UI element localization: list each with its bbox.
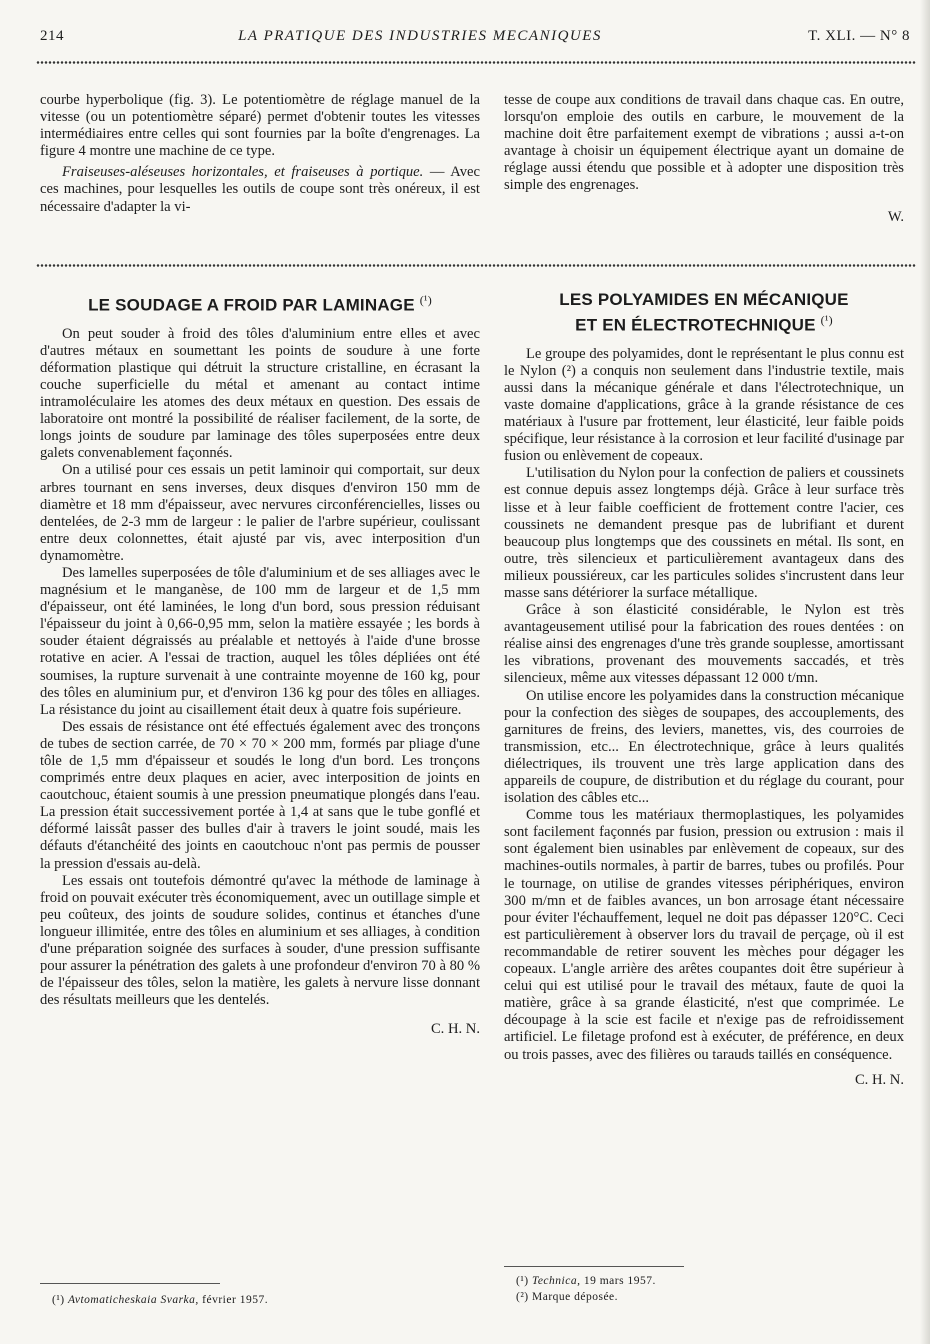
article-cold-welding	[40, 290, 480, 1039]
footnote-rule	[504, 1266, 684, 1267]
article-title: LE SOUDAGE A FROID PAR LAMINAGE $^{(^1)}$	[88, 293, 432, 315]
page-edge-shadow	[920, 0, 930, 1344]
page-number: 214	[40, 28, 64, 44]
article-paragraph: Des essais de résistance ont été effectués également avec des tronçons de tubes de section carrée, de 70 × 70 × 200 mm, formés par pliage d'une tôle de 1,5 mm d'épaisseur et soudés le long d'un bord. Les tronçons comprimés entre deux plaques en acier, avec interposition de joints en caoutchouc, étaient soumis à une pression pneumatique plongés dans l'eau. La pression était successivement portée à 1,4 at sans que le tube gonflé et déformé laissât passer des bulles d'air à travers le joint soudé, mais les défauts d'étanchéité des joints en caoutchouc n'ont pas permis de pousser la pression d'essais au-delà.	[40, 718, 480, 872]
article-signature: C. H. N.	[854, 1071, 904, 1088]
article-paragraph: Les essais ont toutefois démontré qu'avec la méthode de laminage à froid on pouvait exécuter très économiquement, avec un outillage simple et peu coûteux, des joints de soudure solides, continus et étanches d'une longueur illimitée, entre des tôles en aluminium et ses alliages, à condition d'une préparation soignée des surfaces à souder, d'une pression suffisante pour assurer la pénétration des galets à une profondeur d'environ 70 à 80 % de l'épaisseur des tôles, selon la matière, les galets à nervure lisse donnant des résultats meilleurs que les dentelés.	[40, 872, 480, 1009]
footnote: (²) Marque déposée.	[516, 1291, 619, 1303]
title-footnote-mark: (¹)	[820, 313, 833, 327]
journal-title: LA PRATIQUE DES INDUSTRIES MECANIQUES	[238, 28, 602, 44]
prev-article-left-column	[40, 92, 480, 216]
article-paragraph: On peut souder à froid des tôles d'aluminium entre elles et avec d'autres métaux en soumettant les points de soudure à une forte déformation plastique qui détruit la structure cristalline, en écrasant la couche superficielle du métal et amenant au contact intime intramoléculaire les atomes des deux métaux en question. Des essais de laboratoire ont montré la possibilité de réaliser facilement, de la sorte, de longs joints de soudure par laminage des tôles superposées entre deux galets convenablement façonnés.	[40, 325, 480, 462]
section-dotted-rule	[36, 263, 916, 268]
footnote: (¹) Technica, 19 mars 1957.	[516, 1275, 656, 1287]
prev-article-paragraph: courbe hyperbolique (fig. 3). Le potentiomètre de réglage manuel de la vitesse (ou un potentiomètre séparé) permet d'obtenir toutes les vitesses intermédiaires entre celles qui sont fournies par la boîte d'engrenages. La figure 4 montre une machine de ce type.	[40, 92, 480, 160]
prev-article-right-column	[504, 92, 904, 226]
article-title: LES POLYAMIDES EN MÉCANIQUE ET EN ÉLECTROTECHNIQUE $^{(^1)}$	[559, 290, 849, 335]
header-dotted-rule	[36, 60, 916, 65]
article-paragraph: L'utilisation du Nylon pour la confection de paliers et coussinets est connue depuis assez longtemps déjà. Grâce à leur surface très lisse et à leur faible coefficient de frottement contre l'acier, ces coussinets ne demandent presque pas de lubrifiant et durent beaucoup plus longtemps que des coussinets en métal. Ils sont, en outre, très silencieux et particulièrement avantageux dans des milieux poussiéreux, car les particules solides s'incrustent dans leur masse sans détériorer la surface métallique.	[504, 465, 904, 601]
page-header	[40, 26, 910, 50]
prev-article-paragraph: tesse de coupe aux conditions de travail dans chaque cas. En outre, lorsqu'on emploie des outils en carbure, le mouvement de la machine doit être parfaitement exempt de vibrations ; aussi a-t-on avantage à choisir un équipement électrique ayant un domaine de réglage aussi étendu que possible et à adopter une disposition très simple des engrenages.	[504, 92, 904, 194]
article-paragraph: Des lamelles superposées de tôle d'aluminium et de ses alliages avec le magnésium et le manganèse, de 100 mm de largeur et de 1,5 mm d'épaisseur, ont été laminées, le long d'un bord, sous pression réduisant l'épaisseur du joint à 0,66-0,95 mm, selon la matière essayée ; les bords à souder étaient dégraissés au préalable et nettoyés à l'aide d'une brosse rotative en acier. A l'essai de traction, auquel les tôles dépliées ont été soumises, la rupture survenait à une contrainte moyenne de 160 kg, pour des tôles en aluminium pur, et d'environ 136 kg pour des tôles en alliages. La résistance du joint au cisaillement était deux à quatre fois supérieure.	[40, 564, 480, 718]
prev-article-italic-heading: Fraiseuses-aléseuses horizontales, et fraiseuses à portique.	[62, 164, 424, 181]
article-paragraph: On utilise encore les polyamides dans la construction mécanique pour la confection des sièges de soupapes, des accouplements, des garnitures de freins, des leviers, manettes, vis, des courroies de transmission, etc... En électrotechnique, grâce à leurs qualités diélectriques, ils trouvent une très large application dans des appareils de coupure, de distribution et du réglage du courant, pour isolation des câbles etc...	[504, 687, 904, 807]
footnote-rule	[40, 1283, 220, 1284]
article-signature: C. H. N.	[430, 1021, 480, 1038]
prev-article-paragraph	[40, 164, 480, 215]
article-polyamides	[504, 290, 904, 1089]
prev-article-italic-rest: — Avec ces machines, pour lesquelles les outils de coupe sont très onéreux, il est nécessaire d'adapter la vi-	[40, 164, 480, 215]
footnote: (¹) Avtomaticheskaia Svarka, février 1957.	[52, 1294, 269, 1306]
article-paragraph: Grâce à son élasticité considérable, le Nylon est très avantageusement utilisé pour la fabrication des roues dentées : on réalise ainsi des engrenages d'une très grande souplesse, amortissant les vibrations, provenant des mouvements saccadés, et très silencieux, même aux vitesses dépassant 12 000 t/mn.	[504, 602, 904, 687]
prev-article-signature: W.	[887, 208, 904, 225]
article-paragraph: Comme tous les matériaux thermoplastiques, les polyamides sont facilement façonnés par fusion, pression ou extrusion : mais il sont également bien usinables par enlèvement de copeaux, sur des machines-outils normales, à partir de barres, tubes ou profilés. Pour le tournage, on utilise de grandes vitesses périphériques, environ 300 m/mn et de faibles avances, un bon arrosage étant nécessaire pour éviter l'échauffement, lequel ne doit pas dépasser 120°C. Ceci est particulièrement à observer lors du travail de perçage, où il est recommandable de retirer souvent les mèches pour dégager les copeaux. L'angle arrière des arêtes coupantes doit être supérieur à celui qui est utilisé pour le travail des métaux, faute de quoi la matière, grâce à sa grande élasticité, n'est que comprimée. Le découpage à la scie est facile et n'exige pas de refroidissement artificiel. Le filetage profond est à exécuter, de préférence, en deux ou trois passes, avec des filières ou tarauds taillés en conséquence.	[504, 807, 904, 1063]
title-footnote-mark: (¹)	[419, 293, 432, 307]
issue-number: T. XLI. — N° 8	[808, 28, 910, 44]
article-paragraph: Le groupe des polyamides, dont le représentant le plus connu est le Nylon (²) a conquis non seulement dans l'industrie textile, mais aussi dans la mécanique générale et dans l'électrotechnique, un vaste domaine d'applications, grâce à la grande résistance de ces matériaux à l'usure par frottement, leur élasticité, leur faible poids spécifique, leur résistance à la corrosion et leur facilité d'usinage par fusion ou enlèvement de copeaux.	[504, 345, 904, 465]
article-paragraph: On a utilisé pour ces essais un petit laminoir qui comportait, sur deux arbres tournant en sens inverses, deux disques d'environ 150 mm de diamètre et 18 mm d'épaisseur, avec nervures circonférencielles, lisses ou dentelées, de 2-3 mm de largeur : le palier de l'arbre supérieur, coulissant entre deux colonnettes, était ajusté par vis, avec interposition d'un dynamomètre.	[40, 462, 480, 564]
